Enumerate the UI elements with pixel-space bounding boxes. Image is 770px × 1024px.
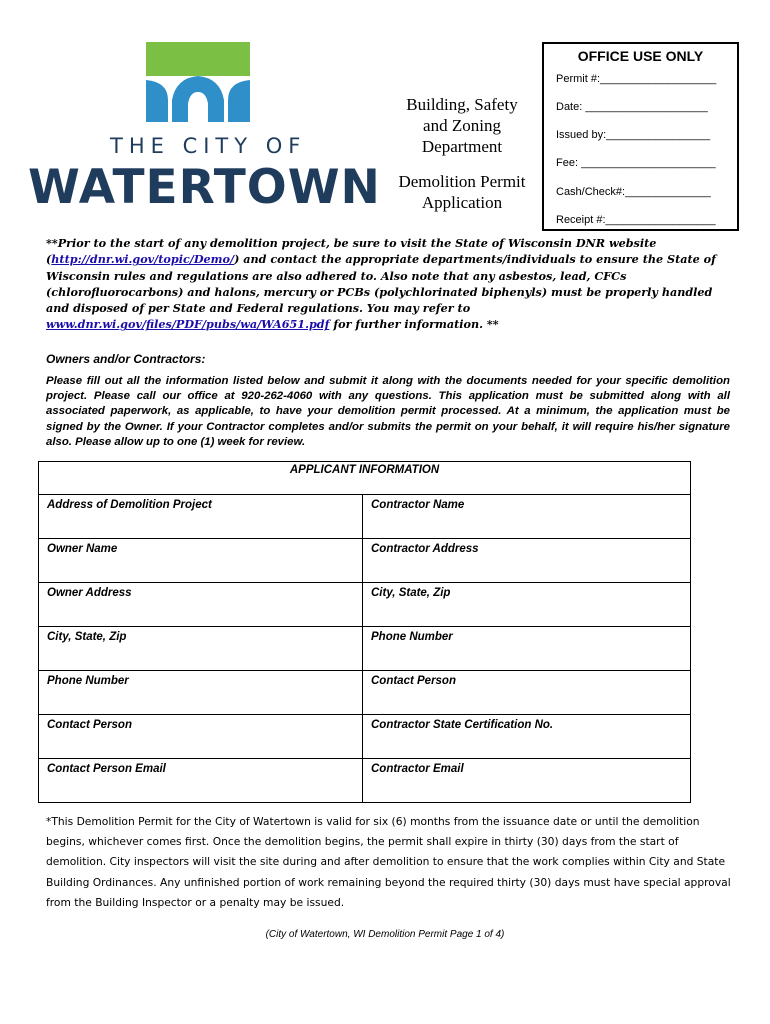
permit-title-2: Application — [421, 193, 503, 212]
owners-heading: Owners and/or Contractors: — [46, 352, 206, 366]
issued-by-field: Issued by:_________________ — [556, 129, 711, 141]
address-of-demolition-project-cell[interactable]: Address of Demolition Project — [39, 495, 363, 539]
owner-phone-cell[interactable]: Phone Number — [39, 671, 363, 715]
dnr-wa651-link[interactable]: www.dnr.wi.gov/files/PDF/pubs/wa/WA651.pdf — [46, 317, 330, 332]
city-logo — [28, 42, 381, 215]
table-row — [39, 495, 691, 539]
contact-person-email-cell[interactable]: Contact Person Email — [39, 759, 363, 803]
contractor-certification-cell[interactable]: Contractor State Certification No. — [363, 715, 691, 759]
page-footer: (City of Watertown, WI Demolition Permit Page 1 of 4) — [265, 929, 505, 940]
notice-part-1: **Prior to the start of any demolition project, be sure to visit the State of Wisconsin DNR website ( — [46, 236, 657, 267]
department-heading — [388, 94, 536, 213]
table-row — [39, 583, 691, 627]
dept-line-1: Building, Safety — [406, 95, 518, 114]
applicant-information-table — [38, 461, 691, 803]
owner-contact-person-cell[interactable]: Contact Person — [39, 715, 363, 759]
office-use-title: OFFICE USE ONLY — [577, 48, 704, 64]
fee-field: Fee: ______________________ — [556, 157, 716, 169]
table-row — [39, 539, 691, 583]
permit-validity-note: *This Demolition Permit for the City of Watertown is valid for six (6) months from the issuance date or until the demolition begins, whichever comes first. Once the demolition begins, the permit shall expire in thirty (30) days from the start of demolition. City inspectors will visit the site during and after demolition to ensure that the work complies within City and State Building Ordinances. Any unfinished portion of work remaining beyond the required thirty (30) days must have special approval from the Building Inspector or a penalty may be issued. — [46, 815, 731, 909]
receipt-field: Receipt #:__________________ — [556, 214, 716, 226]
notice-part-2: ) and contact the appropriate departments/individuals to ensure the State of Wisconsin rules and regulations are also adhered to. Also note that any asbestos, lead, CFCs (chlorofluorocarbons) and halons, mercury or PCBs (polychlorinated biphenyls) must be properly handled and disposed of per State and Federal regulations. You may refer to — [46, 252, 716, 316]
table-row — [39, 715, 691, 759]
dnr-notice — [46, 235, 736, 333]
contractor-email-cell[interactable]: Contractor Email — [363, 759, 691, 803]
dept-line-3: Department — [421, 137, 503, 156]
logo-watertown: WATERTOWN — [28, 160, 381, 215]
office-use-box — [542, 42, 739, 231]
notice-part-3: for further information. ** — [329, 317, 499, 332]
contractor-name-cell[interactable]: Contractor Name — [363, 495, 691, 539]
table-row — [39, 671, 691, 715]
contractor-address-cell[interactable]: Contractor Address — [363, 539, 691, 583]
owners-instructions: Please fill out all the information listed below and submit it along with the documents needed for your specific demolition project. Please call our office at 920-262-4060 with any questions. This application must be submitted along with all associated paperwork, as applicable, to have your demolition permit processed. At a minimum, the application must be signed by the Owner. If your Contractor completes and/or submits the permit on your behalf, it will require his/her signature also. Please allow up to one (1) week for review. — [46, 375, 730, 448]
dept-line-2: and Zoning — [423, 116, 501, 135]
table-header: APPLICANT INFORMATION — [39, 462, 691, 495]
table-row — [39, 759, 691, 803]
contractor-phone-cell[interactable]: Phone Number — [363, 627, 691, 671]
contractor-city-state-zip-cell[interactable]: City, State, Zip — [363, 583, 691, 627]
logo-city-of: THE CITY OF — [110, 134, 307, 158]
cash-check-field: Cash/Check#:______________ — [556, 186, 711, 198]
owner-address-cell[interactable]: Owner Address — [39, 583, 363, 627]
permit-title-1: Demolition Permit — [398, 172, 526, 191]
owner-name-cell[interactable]: Owner Name — [39, 539, 363, 583]
owner-city-state-zip-cell[interactable]: City, State, Zip — [39, 627, 363, 671]
contractor-contact-person-cell[interactable]: Contact Person — [363, 671, 691, 715]
date-field: Date: ____________________ — [556, 101, 708, 113]
watertown-logo-icon — [146, 42, 250, 122]
dnr-demo-link[interactable]: http://dnr.wi.gov/topic/Demo/ — [51, 252, 235, 267]
table-row — [39, 627, 691, 671]
permit-number-field: Permit #:___________________ — [556, 73, 717, 85]
